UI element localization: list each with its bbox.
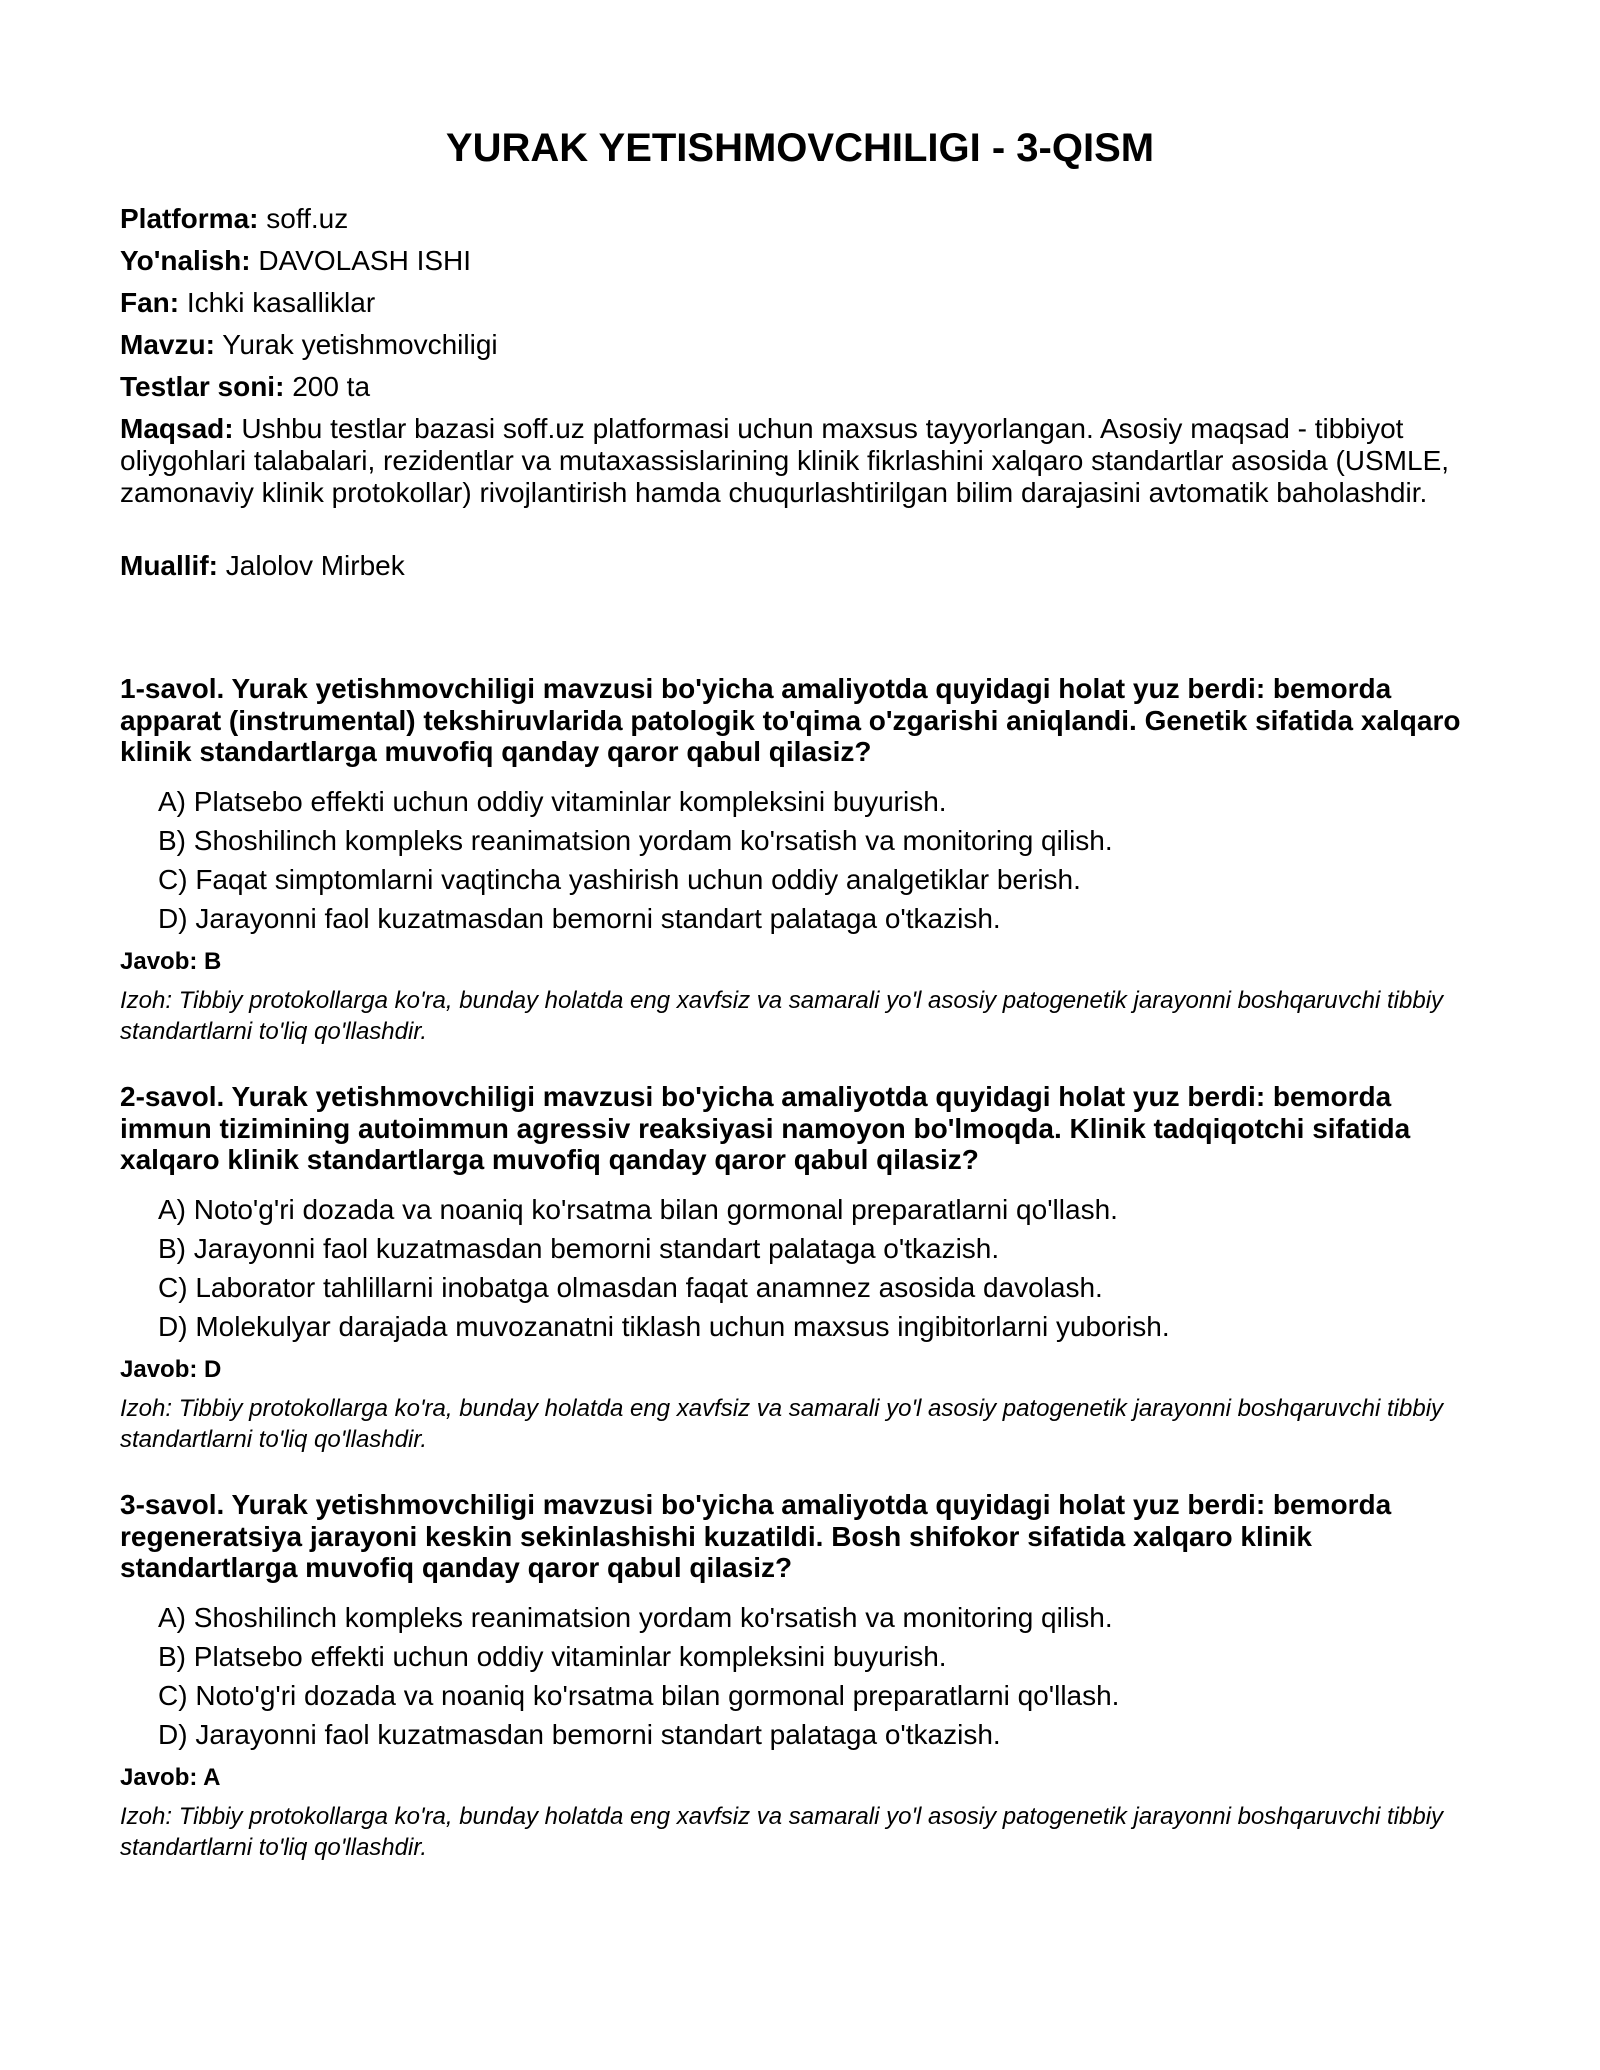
meta-subject-value: Ichki kasalliklar	[186, 287, 376, 318]
meta-purpose-key: Maqsad:	[120, 413, 234, 444]
question-text: 3-savol. Yurak yetishmovchiligi mavzusi bo'yicha amaliyotda quyidagi holat yuz berdi: bemorda regeneratsiya jarayoni keskin sekinlashishi kuzatildi. Bosh shifokor sifatida xalqaro klinik standartlarga muvofiq qanday qaror qabul qilasiz?	[120, 1489, 1392, 1583]
meta-purpose-value: Ushbu testlar bazasi soff.uz platformasi uchun maxsus tayyorlangan. Asosiy maqsad - tibbiyot oliygohlari talabalari, rezidentlar va mutaxassislarining klinik fikrlashini xalqaro standartlar asosida (USMLE, zamonaviy klinik protokollar) rivojlantirish hamda chuqurlashtirilgan bilim darajasini avtomatik baholashdir.	[120, 413, 1450, 508]
question-1	[120, 673, 1480, 1048]
answer: Javob: D	[120, 1355, 222, 1383]
meta-topic-value: Yurak yetishmovchiligi	[222, 329, 498, 360]
options-list	[120, 1190, 1480, 1346]
option-a: A) Noto'g'ri dozada va noaniq ko'rsatma bilan gormonal preparatlarni qo'llash.	[158, 1193, 1118, 1225]
option-b: B) Shoshilinch kompleks reanimatsion yordam ko'rsatish va monitoring qilish.	[158, 824, 1113, 856]
meta-platform-value: soff.uz	[266, 203, 349, 234]
option-d: D) Molekulyar darajada muvozanatni tiklash uchun maxsus ingibitorlarni yuborish.	[158, 1310, 1170, 1342]
meta-subject-key: Fan:	[120, 287, 180, 318]
meta-topic	[120, 329, 1460, 361]
document-title: YURAK YETISHMOVCHILIGI - 3-QISM	[445, 126, 1155, 170]
question-2	[120, 1081, 1480, 1456]
option-c: C) Faqat simptomlarni vaqtincha yashirish uchun oddiy analgetiklar berish.	[158, 863, 1081, 895]
meta-subject	[120, 287, 1460, 319]
meta-author-value: Jalolov Mirbek	[225, 550, 405, 581]
explanation: Izoh: Tibbiy protokollarga ko'ra, bunday holatda eng xavfsiz va samarali yo'l asosiy patogenetik jarayonni boshqaruvchi tibbiy standartlarni to'liq qo'llashdir.	[120, 986, 1444, 1045]
meta-author	[120, 550, 1460, 582]
meta-test-count-value: 200 ta	[292, 371, 371, 402]
option-d: D) Jarayonni faol kuzatmasdan bemorni standart palataga o'tkazish.	[158, 1718, 1001, 1750]
meta-direction-value: DAVOLASH ISHI	[258, 245, 472, 276]
meta-purpose	[120, 413, 1460, 509]
meta-platform-key: Platforma:	[120, 203, 259, 234]
options-list	[120, 782, 1480, 938]
question-text: 2-savol. Yurak yetishmovchiligi mavzusi bo'yicha amaliyotda quyidagi holat yuz berdi: bemorda immun tizimining autoimmun agressiv reaksiyasi namoyon bo'lmoqda. Klinik tadqiqotchi sifatida xalqaro klinik standartlarga muvofiq qanday qaror qabul qilasiz?	[120, 1081, 1411, 1175]
meta-topic-key: Mavzu:	[120, 329, 215, 360]
explanation: Izoh: Tibbiy protokollarga ko'ra, bunday holatda eng xavfsiz va samarali yo'l asosiy patogenetik jarayonni boshqaruvchi tibbiy standartlarni to'liq qo'llashdir.	[120, 1802, 1444, 1861]
explanation: Izoh: Tibbiy protokollarga ko'ra, bunday holatda eng xavfsiz va samarali yo'l asosiy patogenetik jarayonni boshqaruvchi tibbiy standartlarni to'liq qo'llashdir.	[120, 1394, 1444, 1453]
option-b: B) Platsebo effekti uchun oddiy vitaminlar kompleksini buyurish.	[158, 1640, 947, 1672]
option-a: A) Platsebo effekti uchun oddiy vitaminlar kompleksini buyurish.	[158, 785, 947, 817]
answer: Javob: A	[120, 1763, 221, 1791]
meta-platform	[120, 203, 1460, 235]
meta-direction-key: Yo'nalish:	[120, 245, 251, 276]
meta-direction	[120, 245, 1460, 277]
meta-test-count	[120, 371, 1460, 403]
option-b: B) Jarayonni faol kuzatmasdan bemorni standart palataga o'tkazish.	[158, 1232, 1000, 1264]
meta-author-key: Muallif:	[120, 550, 218, 581]
option-c: C) Noto'g'ri dozada va noaniq ko'rsatma bilan gormonal preparatlarni qo'llash.	[158, 1679, 1120, 1711]
option-a: A) Shoshilinch kompleks reanimatsion yordam ko'rsatish va monitoring qilish.	[158, 1601, 1113, 1633]
option-d: D) Jarayonni faol kuzatmasdan bemorni standart palataga o'tkazish.	[158, 902, 1001, 934]
question-3	[120, 1489, 1480, 1864]
option-c: C) Laborator tahlillarni inobatga olmasdan faqat anamnez asosida davolash.	[158, 1271, 1103, 1303]
options-list	[120, 1598, 1480, 1754]
question-text: 1-savol. Yurak yetishmovchiligi mavzusi bo'yicha amaliyotda quyidagi holat yuz berdi: bemorda apparat (instrumental) tekshiruvlarida patologik to'qima o'zgarishi aniqlandi. Genetik sifatida xalqaro klinik standartlarga muvofiq qanday qaror qabul qilasiz?	[120, 673, 1461, 767]
meta-test-count-key: Testlar soni:	[120, 371, 285, 402]
answer: Javob: B	[120, 947, 222, 975]
